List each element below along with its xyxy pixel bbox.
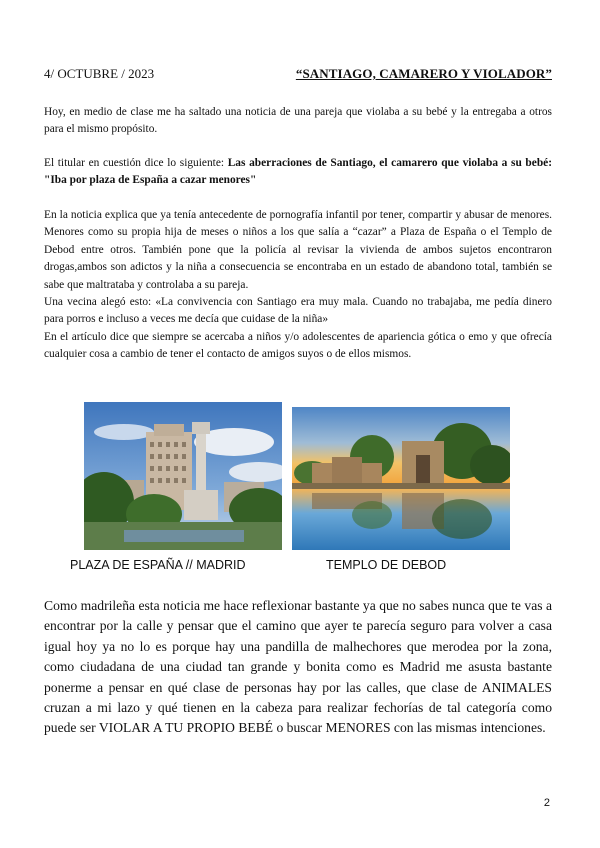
templo-de-debod-photo [292, 407, 510, 550]
paragraph-intro: Hoy, en medio de clase me ha saltado una noticia de una pareja que violaba a su bebé y la entregaba a otros para el mismo propósito. [44, 106, 552, 136]
header-title: “SANTIAGO, CAMARERO Y VIOLADOR” [295, 66, 552, 81]
paragraph-reflection: Como madrileña esta noticia me hace reflexionar bastante ya que no sabes nunca que te vas a encontrar por la calle y pensar que el camino que ayer te parecía seguro para volver a casa igual hoy ya no lo es porque hay una pandilla de malhechores que merodea por la zona, como ciudadana de una ciudad tan grande y bonita como es Madrid me asusta bastante ponerme a pensar en qué clase de personas hay por las calles, que clase de ANIMALES cruzan a mi lazo y qué tienen en la cabeza para realizar fechorías de tal categoría como puede ser VIOLAR A TU PROPIO BEBÉ o buscar MENORES con las mismas intenciones. [44, 598, 552, 736]
templo-caption: TEMPLO DE DEBOD [326, 558, 447, 572]
page-header [44, 66, 556, 84]
paragraph-news-detail [44, 207, 552, 364]
plaza-de-espana-photo [84, 402, 282, 550]
headline-quote: Las aberraciones de Santiago, el camarero que violaba a su bebé: "Iba por plaza de España a cazar menores" [44, 157, 553, 187]
news-detail-b: Una vecina alegó esto: «La convivencia con Santiago era muy mala. Cuando no trabajaba, me pedía dinero para porros e incluso a veces me decía que cuidase de la niña» [44, 296, 552, 326]
header-date: 4/ OCTUBRE / 2023 [44, 66, 155, 81]
news-detail-a: En la noticia explica que ya tenía antecedente de pornografía infantil por tener, compartir y abusar de menores. Menores como su propia hija de meses o niños a los que salía a “cazar” a Plaza de España o el Templo de Debod entre otros. También pone que la policía al revisar la vivienda de ambos sujetos encontraron drogas,ambos son adictos y la niña a consecuencia se encontraba en un estado de abandono total, también se sabe que maltrataba y controlaba a su pareja. [44, 209, 552, 291]
news-detail-c: En el artículo dice que siempre se acercaba a niños y/o adolescentes de apariencia gótica o emo y que ofrecía cualquier cosa a cambio de tener el contacto de amigos suyos o de ellos mismos. [44, 330, 552, 361]
paragraph-headline [44, 155, 552, 190]
page-number: 2 [543, 797, 550, 809]
plaza-caption: PLAZA DE ESPAÑA // MADRID [70, 558, 246, 572]
headline-intro: El titular en cuestión dice lo siguiente: [44, 157, 228, 169]
